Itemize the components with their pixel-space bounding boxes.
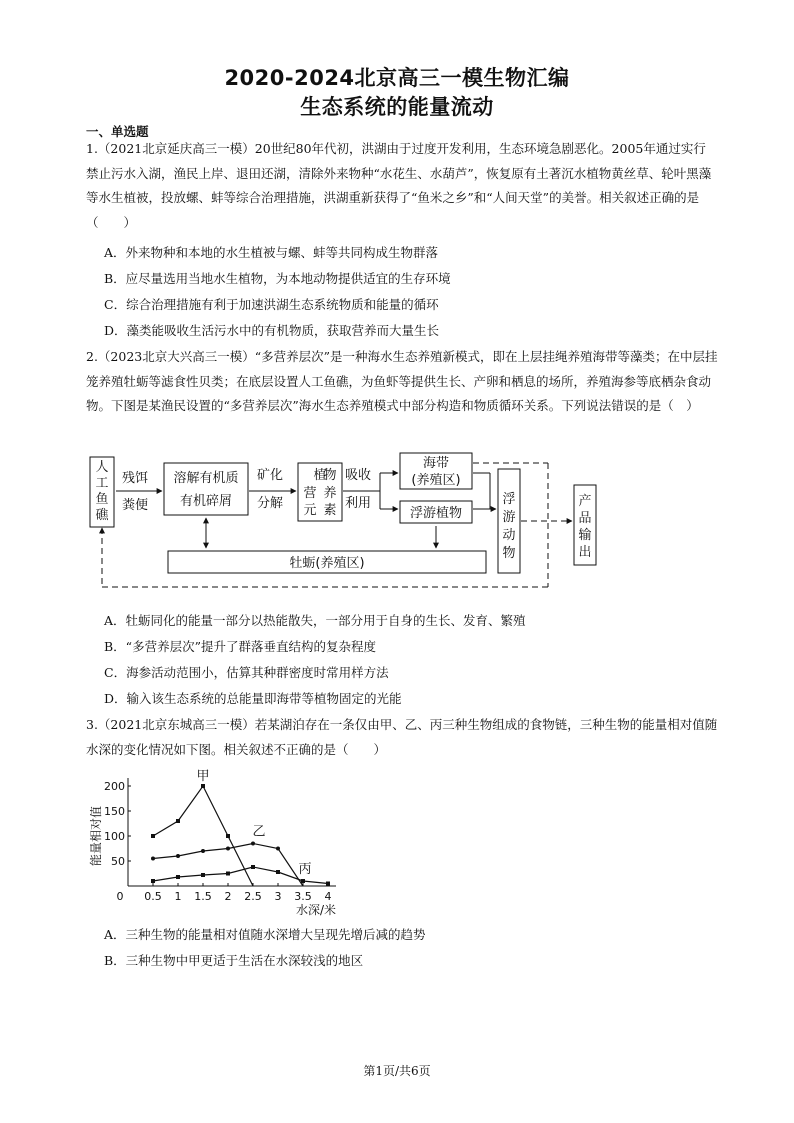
section-heading: 一、单选题 <box>86 124 149 139</box>
x-tick-label: 1.5 <box>194 890 212 903</box>
zoo-label-3: 动 <box>502 528 516 543</box>
x-tick-label: 2 <box>224 890 232 903</box>
output-label-2: 品 <box>578 511 592 526</box>
series-point-3 <box>176 875 180 879</box>
nutrient-label-2: 营 <box>303 486 317 501</box>
nutrient-label-3: 养 <box>323 486 337 501</box>
question-3-option-b[interactable]: B．三种生物中甲更适于生活在水深较浅的地区 <box>104 953 364 968</box>
series-point-2 <box>251 842 255 846</box>
series-point-1 <box>151 834 155 838</box>
series-point-2 <box>201 849 205 853</box>
kelp-label: 海带 <box>422 456 450 471</box>
x-tick-label: 1 <box>174 890 182 903</box>
energy-depth-chart <box>86 768 356 918</box>
x-tick-label: 3.5 <box>294 890 312 903</box>
output-label-3: 输 <box>578 528 592 543</box>
series-point-3 <box>301 879 305 883</box>
x-tick-label: 0.5 <box>144 890 162 903</box>
question-1-option-d[interactable]: D．藻类能吸收生活污水中的有机物质，获取营养而大量生长 <box>104 323 440 338</box>
page-footer: 第1页/共6页 <box>363 1064 431 1078</box>
zoo-label-4: 物 <box>502 546 516 561</box>
series-point-3 <box>226 872 230 876</box>
absorb-label: 吸收 <box>344 468 372 483</box>
question-1-stem: 1.（2021北京延庆高三一模）20世纪80年代初，洪湖由于过度开发利用，生态环境急剧恶化。2005年通过实行禁止污水入湖，渔民上岸、退田还湖，清除外来物种“水花生、水葫芦”，恢复原有土著沉水植物黄丝草、轮叶黑藻等水生植被，投放螺、蚌等综合治理措施，洪湖重新获得了“鱼米之乡”和“人间天堂”的美誉。相关叙述正确的是 （ ） <box>86 141 725 230</box>
question-2-option-b[interactable]: B．“多营养层次”提升了群落垂直结构的复杂程度 <box>104 639 376 654</box>
feces-label: 粪便 <box>121 498 149 513</box>
aquaculture-diagram <box>86 447 626 595</box>
x-tick-label: 2.5 <box>244 890 262 903</box>
question-2-stem: 2.（2023北京大兴高三一模）“多营养层次”是一种海水生态养殖新模式，即在上层挂绳养殖海带等藻类；在中层挂笼养殖牡蛎等滤食性贝类；在底层设置人工鱼礁，为鱼虾等提供生长、产卵和栖息的场所，养殖海参等底栖杂食动物。下图是某渔民设置的“多营养层次”海水生态养殖模式中部分构造和物质循环关系。下列说法错误的是（ ） <box>86 349 718 413</box>
question-3-stem: 3.（2021北京东城高三一模）若某湖泊存在一条仅由甲、乙、丙三种生物组成的食物链，三种生物的能量相对值随水深的变化情况如下图。相关叙述不正确的是（ ） <box>86 717 718 757</box>
question-2-option-d[interactable]: D．输入该生态系统的总能量即海带等植物固定的光能 <box>104 691 402 706</box>
x-tick-label: 3 <box>274 890 282 903</box>
x-tick-label: 4 <box>324 890 332 903</box>
decompose-label: 分解 <box>256 496 284 511</box>
feed-label: 残饵 <box>121 471 149 486</box>
use-label: 利用 <box>344 496 372 511</box>
question-2-option-c[interactable]: C．海参活动范围小，估算其种群密度时常用样方法 <box>104 665 389 680</box>
nutrient-label-1: 植 <box>313 468 327 483</box>
oyster-label: 牡蛎(养殖区) <box>289 556 365 571</box>
mineralize-label: 矿化 <box>256 468 284 483</box>
y-axis-label: 能量相对值 <box>89 805 103 867</box>
document-title: 2020-2024北京高三一模生物汇编 <box>224 66 570 90</box>
zoo-label-2: 游 <box>502 510 516 525</box>
kelp-area-label: (养殖区) <box>411 473 461 488</box>
reef-label-3: 鱼 <box>95 492 109 507</box>
series-point-2 <box>276 847 280 851</box>
series-point-1 <box>176 819 180 823</box>
series-point-3 <box>276 870 280 874</box>
series-point-3 <box>151 879 155 883</box>
series-point-1 <box>201 784 205 788</box>
y-tick-label: 50 <box>111 855 125 868</box>
series-point-2 <box>226 847 230 851</box>
dissolved-organic-label: 溶解有机质 <box>173 471 239 486</box>
output-label-4: 出 <box>578 545 592 560</box>
series-label-1: 甲 <box>196 769 210 784</box>
question-2-option-a[interactable]: A．牡蛎同化的能量一部分以热能散失，一部分用于自身的生长、发育、繁殖 <box>104 613 526 628</box>
reef-label-4: 礁 <box>95 508 109 523</box>
series-label-2: 乙 <box>252 824 266 840</box>
y-tick-label: 150 <box>104 805 125 818</box>
organic-debris-label: 有机碎屑 <box>179 494 233 509</box>
nutrient-label-5: 素 <box>323 503 337 518</box>
series-point-2 <box>176 854 180 858</box>
x-tick-label: 0 <box>116 890 124 903</box>
series-point-2 <box>151 857 155 861</box>
series-point-1 <box>226 834 230 838</box>
question-1-option-a[interactable]: A．外来物种和本地的水生植被与螺、蚌等共同构成生物群落 <box>104 245 439 260</box>
document-subtitle: 生态系统的能量流动 <box>300 95 494 119</box>
question-3-option-a[interactable]: A．三种生物的能量相对值随水深增大呈现先增后减的趋势 <box>104 927 426 942</box>
y-tick-label: 200 <box>104 780 125 793</box>
series-label-3: 丙 <box>298 862 312 877</box>
x-axis-label: 水深/米 <box>295 903 337 917</box>
reef-label-1: 人 <box>95 460 109 475</box>
nutrient-label-6: 物 <box>323 468 337 483</box>
output-label-1: 产 <box>578 494 592 509</box>
nutrient-label-4: 元 <box>303 503 317 518</box>
zoo-label-1: 浮 <box>502 492 516 507</box>
question-1-option-c[interactable]: C．综合治理措施有利于加速洪湖生态系统物质和能量的循环 <box>104 297 439 312</box>
question-1-option-b[interactable]: B．应尽量选用当地水生植物，为本地动物提供适宜的生存环境 <box>104 271 451 286</box>
series-point-3 <box>326 882 330 886</box>
series-point-3 <box>201 873 205 877</box>
phytoplankton-label: 浮游植物 <box>409 506 463 521</box>
reef-label-2: 工 <box>95 476 109 491</box>
series-point-3 <box>251 865 255 869</box>
y-tick-label: 100 <box>104 830 125 843</box>
